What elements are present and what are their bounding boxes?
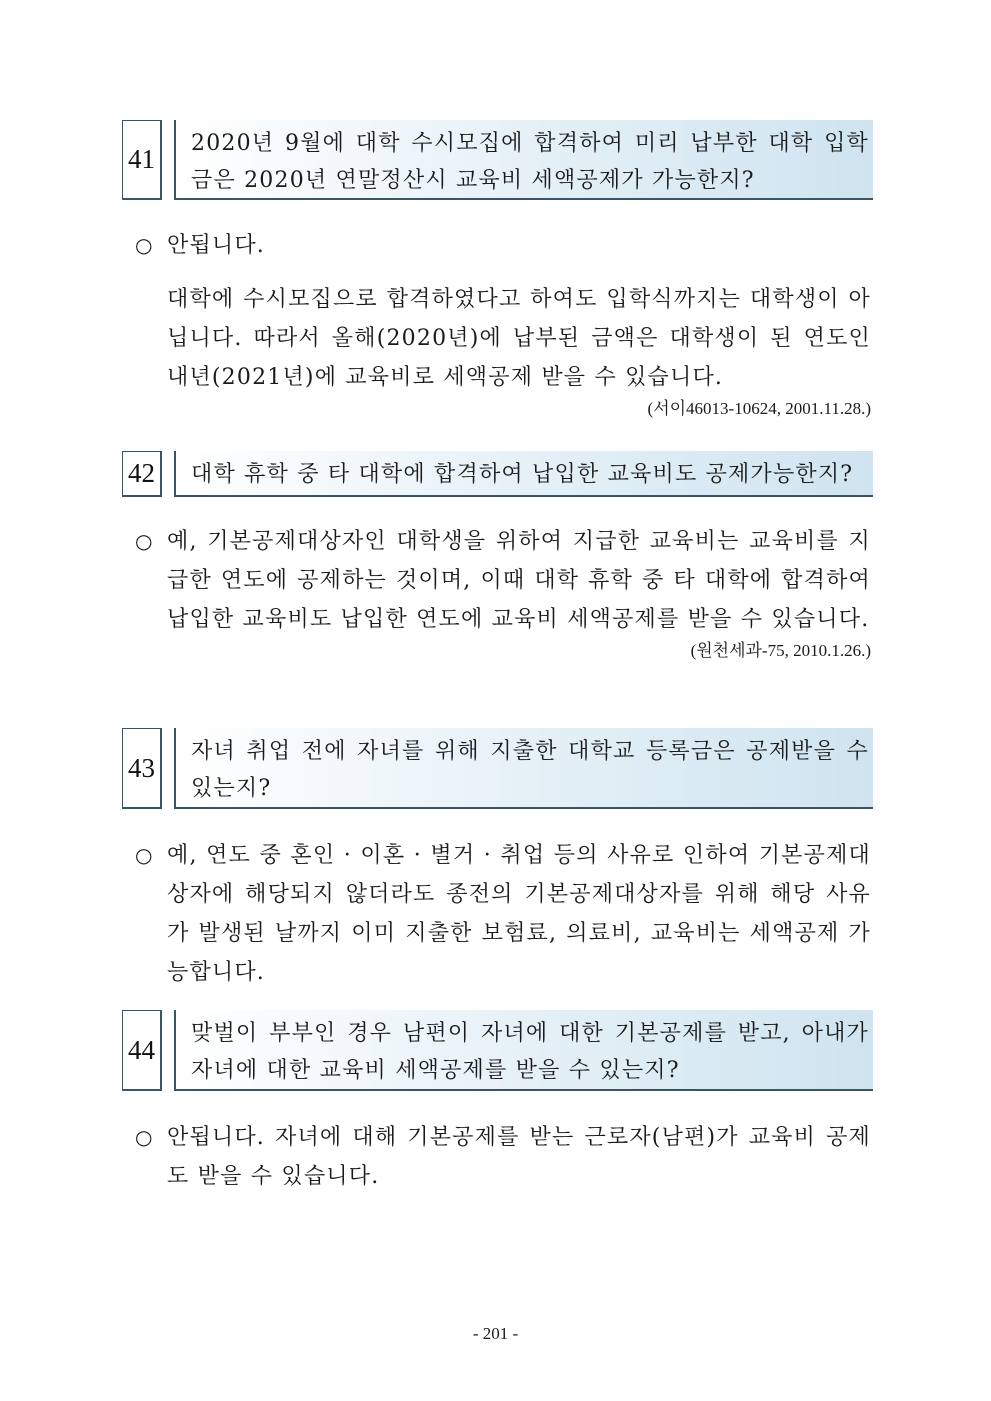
question-text: 2020년 9월에 대학 수시모집에 합격하여 미리 납부한 대학 입학금은 2020년 연말정산시 교육비 세액공제가 가능한지?	[174, 120, 873, 200]
answer-43	[135, 836, 871, 992]
bullet-icon: ○	[135, 233, 154, 257]
question-text: 자녀 취업 전에 자녀를 위해 지출한 대학교 등록금은 공제받을 수 있는지?	[174, 728, 873, 809]
source-citation: (원천세과-75, 2010.1.26.)	[690, 641, 871, 660]
answer-lead: ○ 안됩니다.	[135, 226, 871, 265]
question-number: 41	[122, 120, 162, 200]
question-number: 43	[122, 728, 162, 809]
bullet-icon: ○	[135, 1125, 154, 1149]
answer-lead: ○ 예, 연도 중 혼인 · 이혼 · 별거 · 취업 등의 사유로 인하여 기본공제대상자에 해당되지 않더라도 종전의 기본공제대상자를 위해 해당 사유가 발생된 날까지 이미 지출한 보험료, 의료비, 교육비는 세액공제 가능합니다.	[135, 836, 871, 992]
qa-item-41	[0, 120, 991, 202]
answer-44	[135, 1118, 871, 1196]
answer-41	[135, 226, 871, 421]
qa-item-43	[0, 728, 991, 810]
answer-body: 대학에 수시모집으로 합격하였다고 하여도 입학식까지는 대학생이 아닙니다. 따라서 올해(2020년)에 납부된 금액은 대학생이 된 연도인 내년(2021년)에 교육비로 세액공제 받을 수 있습니다.	[167, 287, 871, 390]
question-header	[0, 1010, 991, 1092]
question-number: 44	[122, 1010, 162, 1091]
question-text: 대학 휴학 중 타 대학에 합격하여 납입한 교육비도 공제가능한지?	[174, 451, 873, 497]
bullet-icon: ○	[135, 843, 154, 867]
bullet-icon: ○	[135, 529, 154, 553]
question-header	[0, 120, 991, 202]
page-number: - 201 -	[472, 1324, 519, 1343]
source-citation: (서이46013-10624, 2001.11.28.)	[647, 399, 871, 418]
question-header	[0, 728, 991, 810]
question-number: 42	[122, 451, 162, 497]
question-header	[0, 451, 991, 533]
answer-lead: ○ 안됩니다. 자녀에 대해 기본공제를 받는 근로자(남편)가 교육비 공제도 받을 수 있습니다.	[135, 1118, 871, 1196]
qa-item-42	[0, 451, 991, 533]
answer-42	[135, 522, 871, 663]
qa-item-44	[0, 1010, 991, 1092]
question-text: 맞벌이 부부인 경우 남편이 자녀에 대한 기본공제를 받고, 아내가 자녀에 대한 교육비 세액공제를 받을 수 있는지?	[174, 1010, 873, 1091]
answer-lead: ○ 예, 기본공제대상자인 대학생을 위하여 지급한 교육비는 교육비를 지급한 연도에 공제하는 것이며, 이때 대학 휴학 중 타 대학에 합격하여 납입한 교육비도 납입한 연도에 교육비 세액공제를 받을 수 있습니다.	[135, 522, 871, 639]
